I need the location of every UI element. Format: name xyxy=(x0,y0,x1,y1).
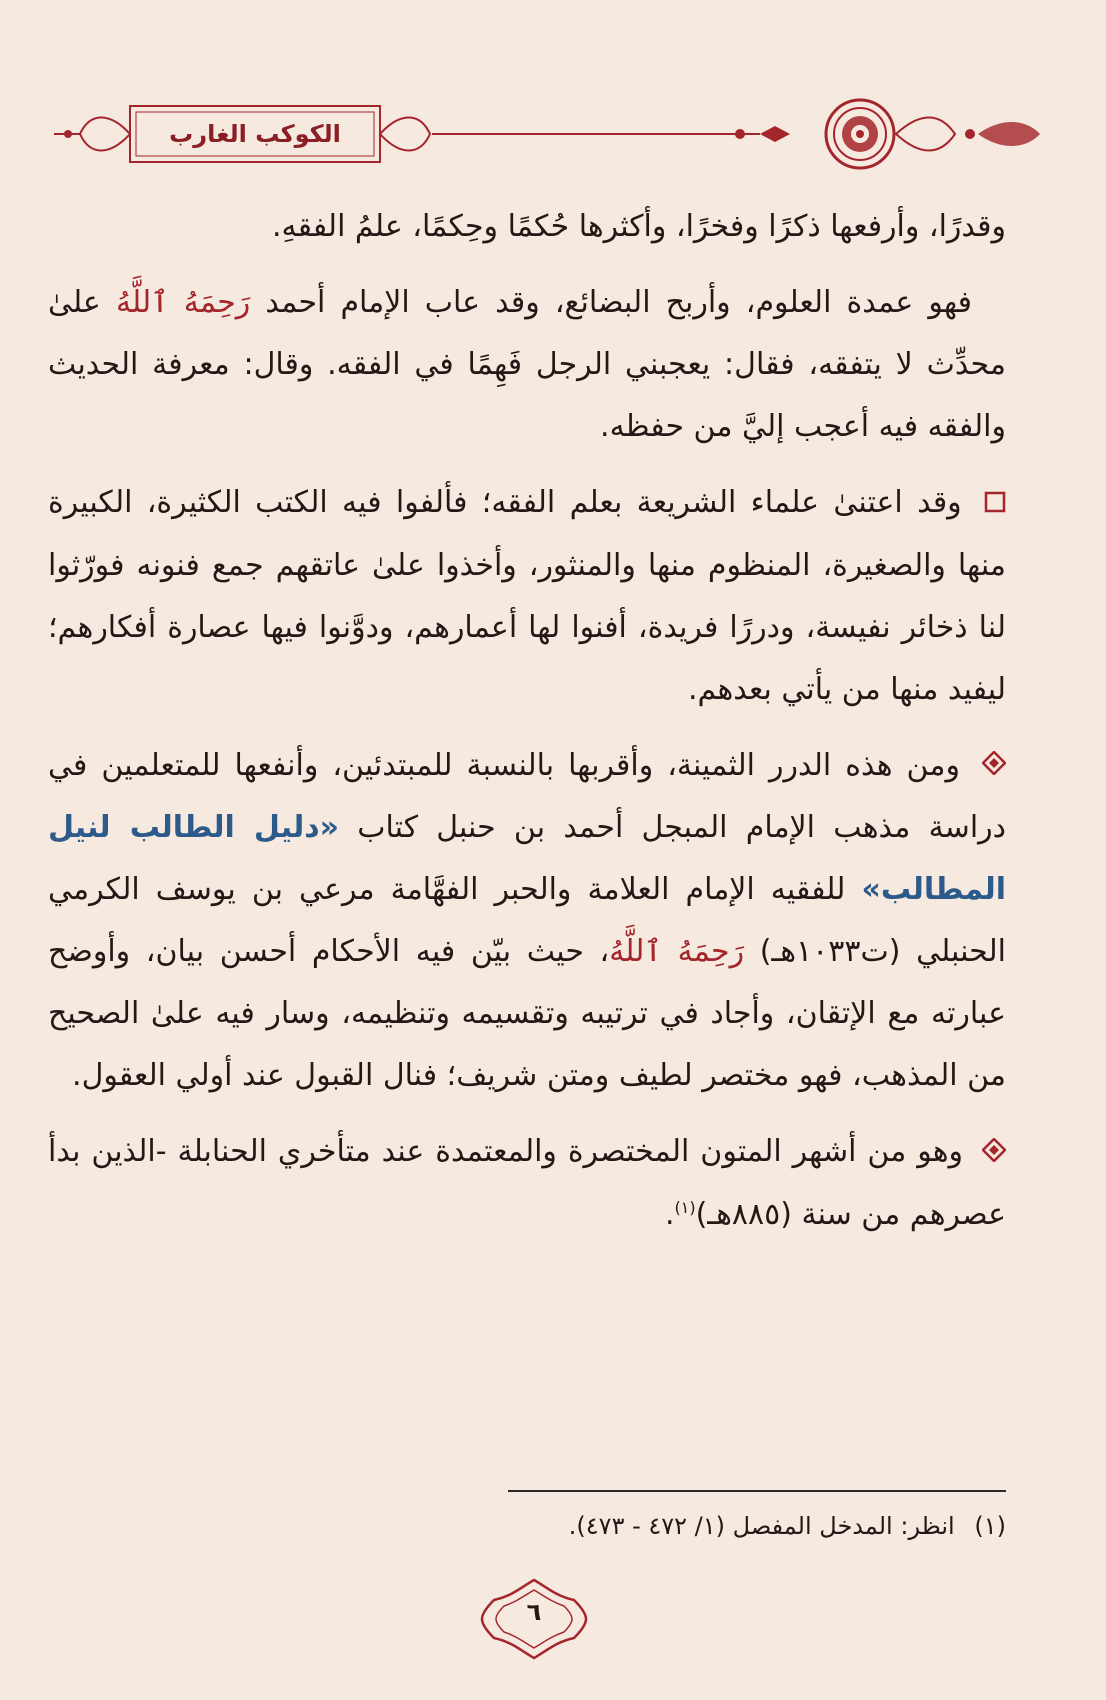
square-bullet-icon xyxy=(984,473,1006,535)
paragraph xyxy=(48,1121,1006,1246)
footnote xyxy=(48,1508,1006,1544)
running-title: الكوكب الغارب xyxy=(169,120,341,148)
page-header xyxy=(40,92,1070,182)
paragraph-text: ومن هذه الدرر الثمينة، وأقربها بالنسبة للمبتدئين، وأنفعها للمتعلمين في دراسة مذهب الإمام المبجل أحمد بن حنبل كتاب xyxy=(48,747,1006,845)
paragraph xyxy=(48,735,1006,1108)
paragraph xyxy=(48,272,1006,458)
paragraph-text: للفقيه الإمام العلامة والحبر الفهَّامة مرعي بن يوسف الكرمي الحنبلي (ت١٠٣٣هـ) xyxy=(48,872,1006,969)
paragraph-text: وقد اعتنىٰ علماء الشريعة بعلم الفقه؛ فألفوا فيه الكتب الكثيرة، الكبيرة منها والصغيرة، المنظوم منها والمنثور، وأخذوا علىٰ عاتقهم جمع فنونه فورّثوا لنا ذخائر نفيسة، ودررًا فريدة، أفنوا لها أعمارهم، ودوَّنوا فيها عصارة أفكارهم؛ ليفيد منها من يأتي بعدهم. xyxy=(48,485,1006,707)
paragraph-text: علىٰ محدِّث لا يتفقه، فقال: يعجبني الرجل فَهِمًا في الفقه. وقال: معرفة الحديث والفقه فيه أعجب إليَّ من حفظه. xyxy=(48,285,1006,444)
paragraph xyxy=(48,472,1006,721)
footnote-number: (١) xyxy=(974,1512,1006,1540)
paragraph-text: فهو عمدة العلوم، وأربح البضائع، وقد عاب الإمام أحمد xyxy=(265,285,972,320)
footnote-divider xyxy=(508,1490,1006,1492)
honorific: رَحِمَهُ ٱللَّهُ xyxy=(115,285,251,320)
page-number-ornament xyxy=(478,1574,590,1664)
diamond-bullet-icon xyxy=(982,1122,1006,1184)
page-number: ٦ xyxy=(526,1598,542,1626)
paragraph-text: وقدرًا، وأرفعها ذكرًا وفخرًا، وأكثرها حُكمًا وحِكمًا، علمُ الفقهِ. xyxy=(271,209,1006,244)
diamond-bullet-icon xyxy=(982,735,1006,797)
book-title: «دليل الطالب لنيل المطالب» xyxy=(48,810,1006,907)
paragraph-text: وهو من أشهر المتون المختصرة والمعتمدة عند متأخري الحنابلة -الذين بدأ عصرهم من سنة (٨٨٥هـ) xyxy=(48,1134,1006,1232)
honorific: رَحِمَهُ ٱللَّهُ xyxy=(609,934,745,969)
body-text xyxy=(48,196,1006,1260)
footnote-text: انظر: المدخل المفصل (١/ ٤٧٢ - ٤٧٣). xyxy=(568,1512,955,1540)
paragraph-text: . xyxy=(664,1196,675,1232)
paragraph xyxy=(48,196,1006,258)
paragraph-text: ، حيث بيّن فيه الأحكام أحسن بيان، وأوضح عبارته مع الإتقان، وأجاد في ترتيبه وتقسيمه وتنظيمه، وسار فيه علىٰ الصحيح من المذهب، فهو مختصر لطيف ومتن شريف؛ فنال القبول عند أولي العقول. xyxy=(48,934,1006,1093)
footnote-reference[interactable]: (١) xyxy=(674,1197,696,1217)
